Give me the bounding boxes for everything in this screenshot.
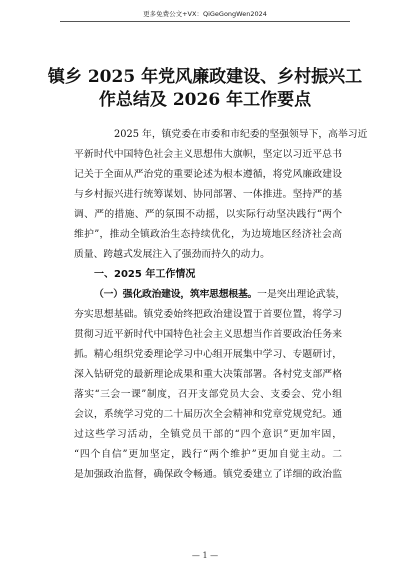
intro-line: 维护”，推动全镇政治生态持续优化，为边境地区经济社会高: [74, 229, 342, 240]
subsection-lead-line: [74, 285, 346, 305]
intro-line: 平新时代中国特色社会主义思想伟大旗帜，坚定以习近平总书: [74, 149, 342, 160]
intro-line: 质量、跨越式发展注入了强劲而持久的动力。: [74, 249, 270, 260]
intro-line: 与乡村振兴进行统筹谋划、协同部署、一体推进。坚持严的基: [74, 189, 342, 200]
document-title: [0, 66, 410, 112]
document-body: [74, 125, 368, 485]
body-line: “四个自信”更加坚定，践行“两个维护”更加自觉主动。二: [74, 449, 342, 460]
header-note: 更多免费公文+VX：QiGeGongWen2024: [143, 10, 267, 18]
intro-line: 2025 年，镇党委在市委和市纪委的坚强领导下，高举习近: [114, 129, 368, 140]
body-line: 会议，系统学习党的二十届历次全会精神和党章党规党纪。通: [74, 409, 342, 420]
title-line-1: 镇乡 2025 年党风廉政建设、乡村振兴工: [47, 67, 363, 87]
body-line: 贯彻习近平新时代中国特色社会主义思想当作首要政治任务来: [74, 329, 342, 340]
subsection-heading: （一）强化政治建设，筑牢思想根基。: [94, 289, 258, 300]
body-line: 深入钻研党的最新理论成果和重大决策部署。各村党支部严格: [74, 369, 342, 380]
title-line-2: 作总结及 2026 年工作要点: [98, 90, 312, 110]
body-line: 过这些学习活动，全镇党员干部的“四个意识”更加牢固，: [74, 429, 342, 440]
intro-line: 调、严的措施、严的氛围不动摇，以实际行动坚决践行“两个: [74, 209, 342, 220]
body-line: 落实“三会一课”制度，召开支部党员大会、支委会、党小组: [74, 389, 342, 400]
section-heading: 一、2025 年工作情况: [94, 269, 196, 280]
body-line: 抓。精心组织党委理论学习中心组开展集中学习、专题研讨，: [74, 349, 342, 360]
body-line: 夯实思想基础。镇党委始终把政治建设置于首要位置，将学习: [74, 309, 342, 320]
body-line: 是加强政治监督，确保政令畅通。镇党委建立了详细的政治监: [74, 469, 342, 480]
header-divider: [60, 21, 350, 22]
page-number: — 1 —: [191, 551, 219, 560]
subsection-lead-text: 一是突出理论武装，: [257, 289, 346, 300]
intro-line: 记关于全面从严治党的重要论述为根本遵循，将党风廉政建设: [74, 169, 342, 180]
